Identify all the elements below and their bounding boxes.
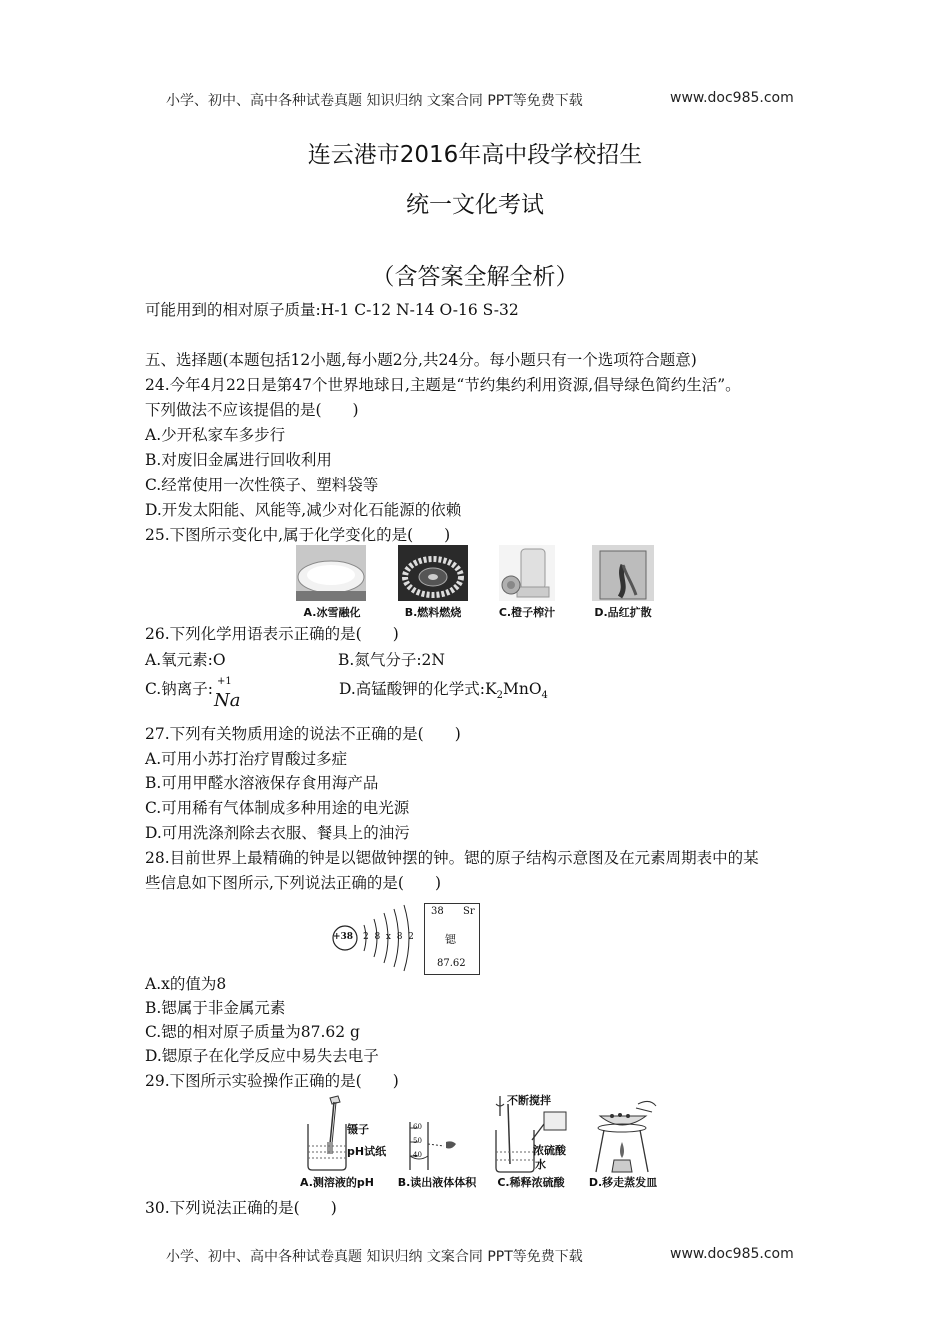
q29-label-d: D.移走蒸发皿 — [588, 1176, 658, 1189]
q28-option-c: C.锶的相对原子质量为87.62 g — [145, 1023, 360, 1041]
q28-option-b: B.锶属于非金属元素 — [145, 999, 286, 1017]
q24-option-a: A.少开私家车多步行 — [145, 426, 286, 444]
q26-option-a: A.氧元素:O — [145, 651, 226, 669]
conc-acid-label: 浓硫酸 — [533, 1144, 566, 1157]
title-line1: 连云港市2016年高中段学校招生 — [307, 142, 643, 168]
juicer-image — [499, 545, 555, 601]
q29-label-b: B.读出液体体积 — [397, 1176, 477, 1189]
ph-test-illustration — [304, 1094, 348, 1174]
title-line2: 统一文化考试 — [406, 192, 544, 218]
evaporating-dish-illustration — [592, 1094, 658, 1174]
atomic-mass: 87.62 — [437, 958, 466, 969]
q24-option-c: C.经常使用一次性筷子、塑料袋等 — [145, 476, 379, 494]
electron-shells: 2 8 x 8 2 — [363, 932, 414, 942]
ice-melting-image — [296, 545, 366, 601]
q25-stem: 25.下图所示变化中,属于化学变化的是( ) — [145, 526, 451, 544]
q24-stem1: 24.今年4月22日是第47个世界地球日,主题是“节约集约利用资源,倡导绿色简约生活”。 — [145, 376, 741, 394]
q28-option-d: D.锶原子在化学反应中易失去电子 — [145, 1047, 379, 1065]
q25-label-d: D.品红扩散 — [594, 606, 652, 619]
q27-option-d: D.可用洗涤剂除去衣服、餐具上的油污 — [145, 824, 410, 842]
title-line3: （含答案全解全析） — [371, 264, 579, 290]
q26-option-b: B.氮气分子:2N — [338, 651, 445, 669]
periodic-table-cell — [424, 903, 480, 975]
footer-url[interactable]: www.doc985.com — [670, 1246, 794, 1262]
q26-stem: 26.下列化学用语表示正确的是( ) — [145, 625, 399, 643]
section-heading: 五、选择题(本题包括12小题,每小题2分,共24分。每小题只有一个选项符合题意) — [145, 351, 697, 369]
q28-stem2: 些信息如下图所示,下列说法正确的是( ) — [145, 874, 442, 892]
q27-option-c: C.可用稀有气体制成多种用途的电光源 — [145, 799, 410, 817]
header-left: 小学、初中、高中各种试卷真题 知识归纳 文案合同 PPT等免费下载 — [166, 93, 583, 109]
atomic-mass-line: 可能用到的相对原子质量:H-1 C-12 N-14 O-16 S-32 — [145, 301, 519, 319]
q28-stem1: 28.目前世界上最精确的钟是以锶做钟摆的钟。锶的原子结构示意图及在元素周期表中的某 — [145, 849, 759, 867]
q25-label-a: A.冰雪融化 — [303, 606, 361, 619]
nucleus-charge: +38 — [333, 932, 354, 942]
q26-option-c: C.钠离子: — [145, 680, 213, 698]
q24-option-b: B.对废旧金属进行回收利用 — [145, 451, 332, 469]
gas-burner-image — [398, 545, 468, 601]
q28-option-a: A.x的值为8 — [145, 975, 227, 993]
scale-50: 50 — [413, 1137, 422, 1145]
q29-label-a: A.测溶液的pH — [300, 1176, 374, 1189]
q25-label-c: C.橙子榨汁 — [498, 606, 556, 619]
q26-option-d: D.高锰酸钾的化学式$:K_2MnO_4$ — [339, 680, 548, 702]
q27-option-b: B.可用甲醛水溶液保存食用海产品 — [145, 774, 379, 792]
element-symbol: Sr — [463, 906, 475, 917]
ph-paper-label: pH试纸 — [347, 1145, 387, 1158]
element-name: 锶 — [445, 933, 456, 946]
dye-diffusion-image — [592, 545, 654, 601]
q24-stem2: 下列做法不应该提倡的是( ) — [145, 401, 359, 419]
header-url[interactable]: www.doc985.com — [670, 90, 794, 106]
q27-option-a: A.可用小苏打治疗胃酸过多症 — [145, 750, 348, 768]
footer-left: 小学、初中、高中各种试卷真题 知识归纳 文案合同 PPT等免费下载 — [166, 1249, 583, 1265]
q29-stem: 29.下图所示实验操作正确的是( ) — [145, 1072, 399, 1090]
q29-label-c: C.稀释浓硫酸 — [497, 1176, 565, 1189]
q30-stem: 30.下列说法正确的是( ) — [145, 1199, 337, 1217]
scale-60: 60 — [413, 1123, 422, 1131]
sodium-charge: +1 — [217, 676, 232, 687]
atomic-number: 38 — [431, 906, 444, 917]
stir-label: 不断搅拌 — [507, 1094, 551, 1107]
q25-label-b: B.燃料燃烧 — [404, 606, 462, 619]
tweezers-label: 镊子 — [347, 1123, 369, 1136]
q24-option-d: D.开发太阳能、风能等,减少对化石能源的依赖 — [145, 501, 462, 519]
scale-40: 40 — [413, 1151, 422, 1159]
q27-stem: 27.下列有关物质用途的说法不正确的是( ) — [145, 725, 461, 743]
sodium-symbol: Na — [214, 690, 241, 711]
water-label: 水 — [535, 1158, 546, 1171]
